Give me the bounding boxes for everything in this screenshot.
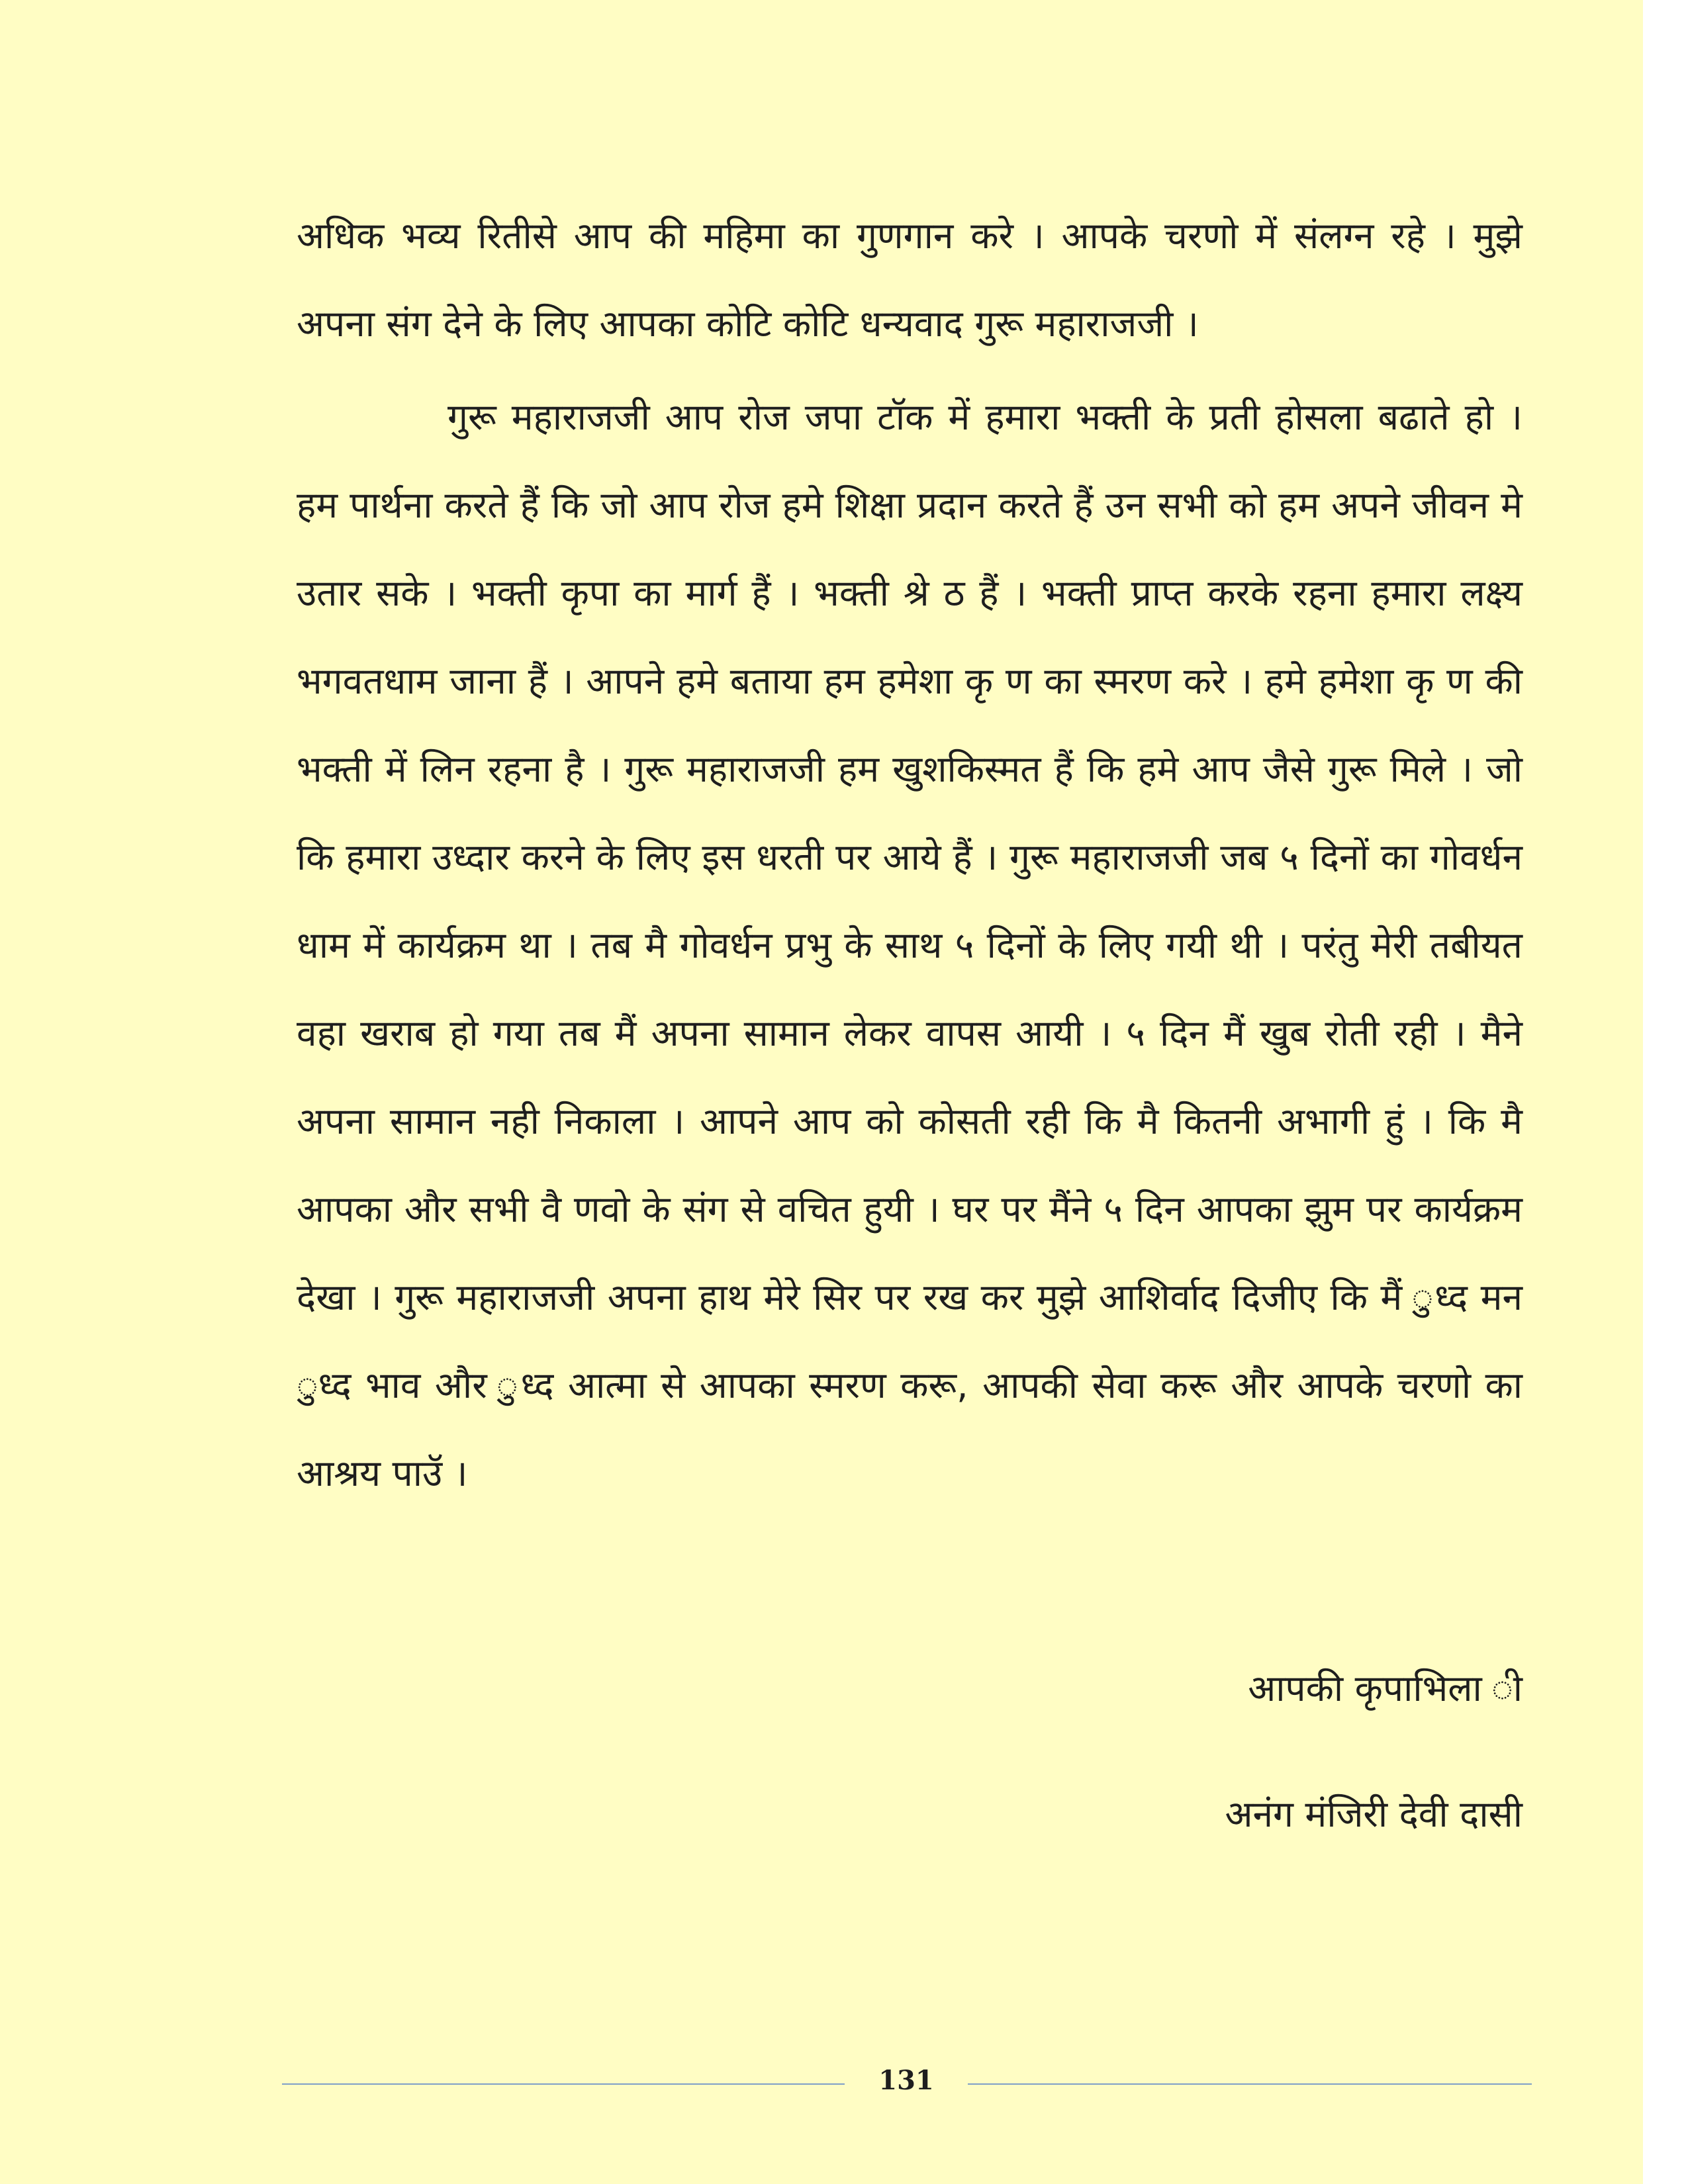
signature-name: अनंग मंजिरी देवी दासी: [1225, 1793, 1523, 1835]
paragraph-1: अधिक भव्य रितीसे आप की महिमा का गुणगान करे । आपके चरणो में संलग्न रहे । मुझे अपना संग देने के लिए आपका कोटि कोटि धन्यवाद गुरू महाराजजी ।: [297, 214, 1523, 345]
letter-body: [297, 192, 1523, 1518]
signature-closing: आपकी कृपाभिला ी: [1248, 1667, 1523, 1709]
footer-rule-left: [282, 2083, 845, 2085]
paragraph-2: गुरू महाराजजी आप रोज जपा टॉक में हमारा भक्ती के प्रती होसला बढाते हो । हम पार्थना करते हैं कि जो आप रोज हमे शिक्षा प्रदान करते हैं उन सभी को हम अपने जीवन मे उतार सके । भक्ती कृपा का मार्ग हैं । भक्ती श्रे ठ हैं । भक्ती प्राप्त करके रहना हमारा लक्ष्य भगवतधाम जाना हैं । आपने हमे बताया हम हमेशा कृ ण का स्मरण करे । हमे हमेशा कृ ण की भक्ती में लिन रहना है । गुरू महाराजजी हम खुशकिस्मत हैं कि हमे आप जैसे गुरू मिले । जो कि हमारा उध्दार करने के लिए इस धरती पर आये हैं । गुरू महाराजजी जब ५ दिनों का गोवर्धन धाम में कार्यक्रम था । तब मै गोवर्धन प्रभु के साथ ५ दिनों के लिए गयी थी । परंतु मेरी तबीयत वहा खराब हो गया तब मैं अपना सामान लेकर वापस आयी । ५ दिन मैं खुब रोती रही । मैने अपना सामान नही निकाला । आपने आप को कोसती रही कि मै कितनी अभागी हुं । कि मै आपका और सभी वै णवो के संग से वचित हुयी । घर पर मैंने ५ दिन आपका झुम पर कार्यक्रम देखा । गुरू महाराजजी अपना हाथ मेरे सिर पर रख कर मुझे आशिर्वाद दिजीए कि मैं ुध्द मन ुध्द भाव और ुध्द आत्मा से आपका स्मरण करू, आपकी सेवा करू और आपके चरणो का आश्रय पाउॅ ।: [297, 396, 1523, 1494]
footer-rule-right: [968, 2083, 1532, 2085]
page-number: 131: [878, 2065, 934, 2096]
